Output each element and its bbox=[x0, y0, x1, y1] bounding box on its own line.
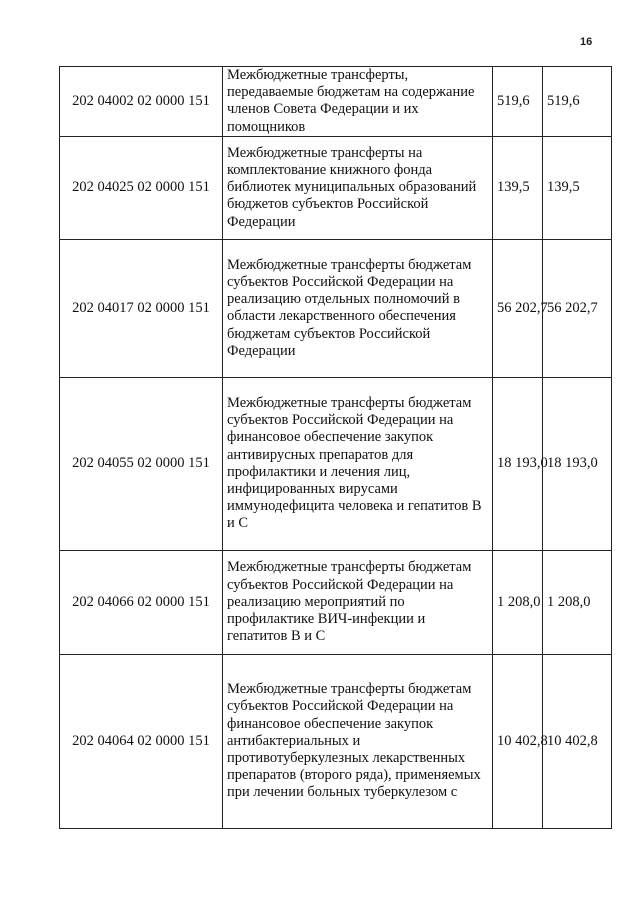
amount-cell-1: 56 202,7 bbox=[493, 239, 543, 377]
table-row bbox=[60, 377, 612, 550]
amount-cell-2: 139,5 bbox=[543, 136, 612, 239]
amount-cell-2: 18 193,0 bbox=[543, 377, 612, 550]
amount-cell-2: 56 202,7 bbox=[543, 239, 612, 377]
budget-transfers-table bbox=[59, 66, 612, 829]
budget-code-cell: 202 04017 02 0000 151 bbox=[60, 239, 223, 377]
amount-cell-1: 10 402,8 bbox=[493, 654, 543, 828]
table-row bbox=[60, 67, 612, 137]
table-row bbox=[60, 654, 612, 828]
table-row bbox=[60, 550, 612, 654]
budget-code-cell: 202 04025 02 0000 151 bbox=[60, 136, 223, 239]
description-cell: Межбюджетные трансферты, передаваемые бюджетам на содержание членов Совета Федерации и их помощников bbox=[223, 67, 493, 137]
table-row bbox=[60, 136, 612, 239]
amount-cell-1: 1 208,0 bbox=[493, 550, 543, 654]
page-number: 16 bbox=[580, 36, 593, 48]
amount-cell-1: 519,6 bbox=[493, 67, 543, 137]
amount-cell-1: 18 193,0 bbox=[493, 377, 543, 550]
amount-cell-2: 1 208,0 bbox=[543, 550, 612, 654]
budget-code-cell: 202 04055 02 0000 151 bbox=[60, 377, 223, 550]
budget-code-cell: 202 04066 02 0000 151 bbox=[60, 550, 223, 654]
description-cell: Межбюджетные трансферты бюджетам субъектов Российской Федерации на реализацию мероприятий по профилактике ВИЧ-инфекции и гепатитов В и С bbox=[223, 550, 493, 654]
budget-code-cell: 202 04064 02 0000 151 bbox=[60, 654, 223, 828]
amount-cell-2: 519,6 bbox=[543, 67, 612, 137]
description-cell: Межбюджетные трансферты бюджетам субъектов Российской Федерации на финансовое обеспечение закупок антивирусных препаратов для профилактики и лечения лиц, инфицированных вирусами иммунодефицита человека и гепатитов В и С bbox=[223, 377, 493, 550]
description-cell: Межбюджетные трансферты бюджетам субъектов Российской Федерации на финансовое обеспечение закупок антибактериальных и противотуберкулезных лекарственных препаратов (второго ряда), применяемых при лечении больных туберкулезом с bbox=[223, 654, 493, 828]
description-cell: Межбюджетные трансферты бюджетам субъектов Российской Федерации на реализацию отдельных полномочий в области лекарственного обеспечения бюджетам субъектов Российской Федерации bbox=[223, 239, 493, 377]
amount-cell-2: 10 402,8 bbox=[543, 654, 612, 828]
budget-code-cell: 202 04002 02 0000 151 bbox=[60, 67, 223, 137]
table-row bbox=[60, 239, 612, 377]
description-cell: Межбюджетные трансферты на комплектование книжного фонда библиотек муниципальных образований бюджетов субъектов Российской Федерации bbox=[223, 136, 493, 239]
amount-cell-1: 139,5 bbox=[493, 136, 543, 239]
